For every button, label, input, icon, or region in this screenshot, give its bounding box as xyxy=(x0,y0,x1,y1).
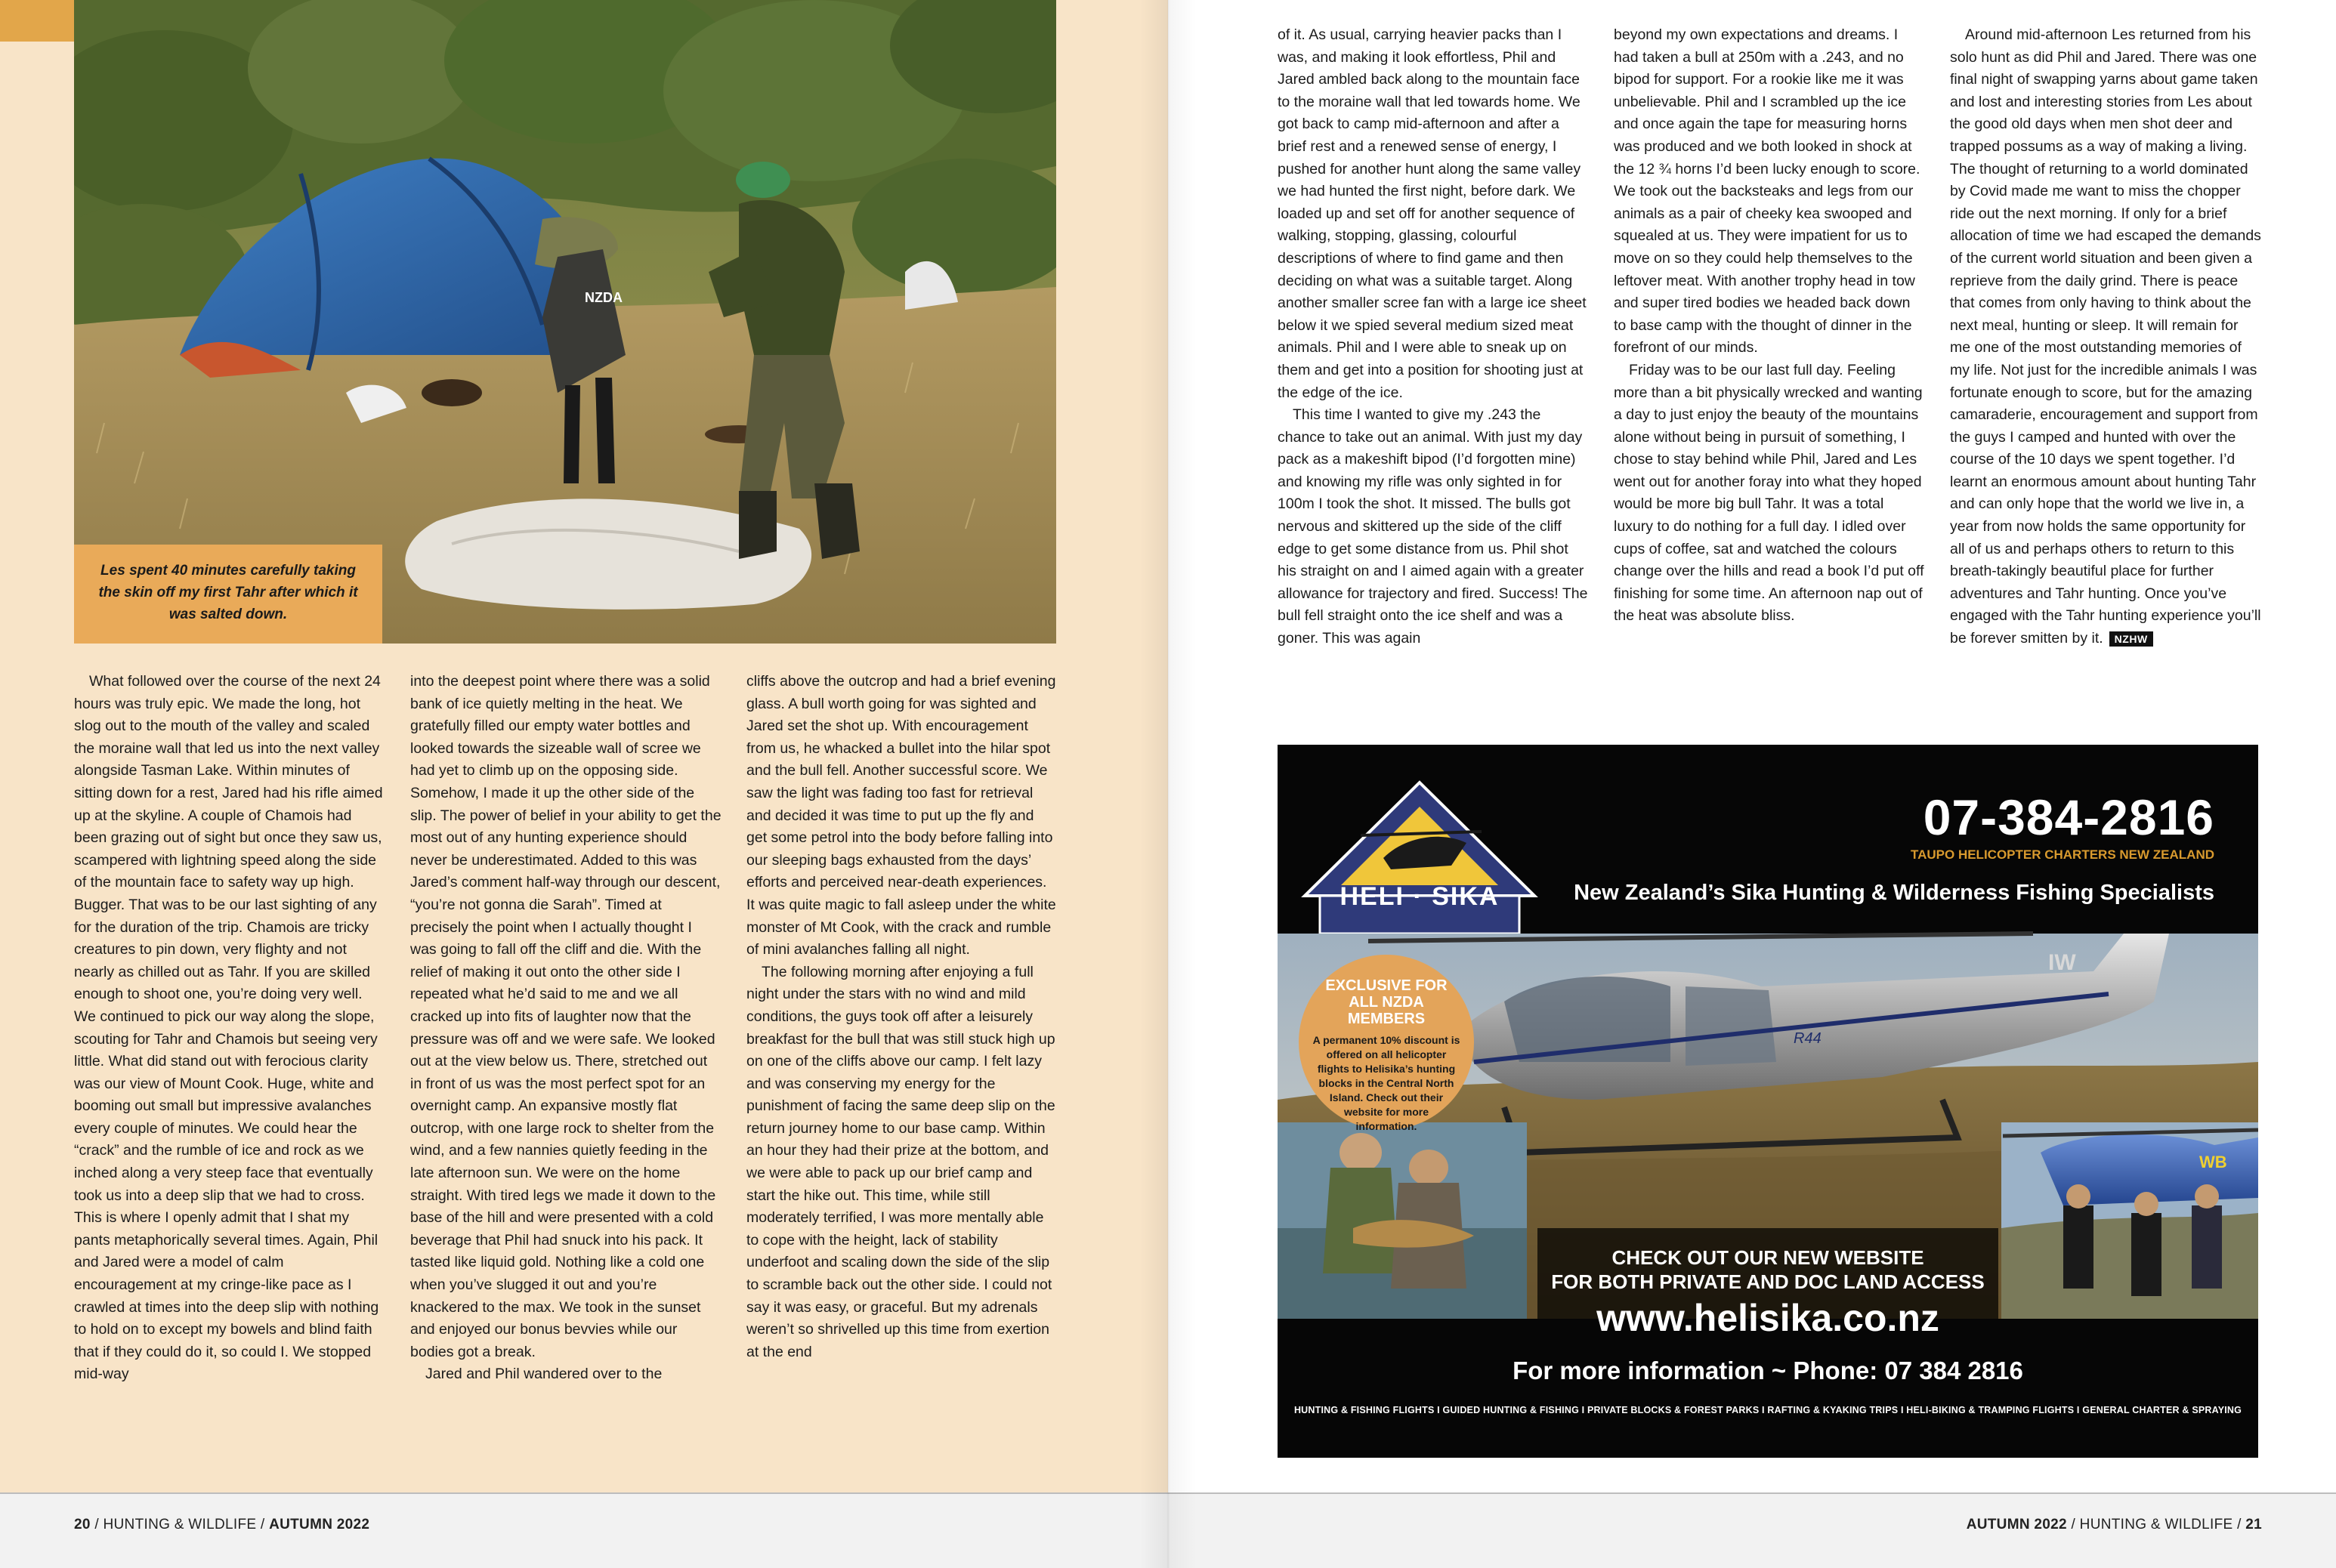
paragraph: This time I wanted to give my .243 the chance to take out an animal. With just my day pack as a makeshift bipod (I’d forgotten mine) and knowing my rifle was only sighted in for 100m I took the shot. It missed. The bulls got nervous and skittered up the side of the cliff edge to get some distance from us. Phil shot his straight on and I aimed again with a greater allowance for trajectory and fired. Success! The bull fell straight onto the ice shelf and was a goner. This was again xyxy=(1278,406,1588,647)
right-column-3 xyxy=(1950,24,2261,650)
shirt-logo-text: NZDA xyxy=(585,290,623,305)
tab-accent xyxy=(0,0,76,42)
paragraph: Friday was to be our last full day. Feeling more than a bit physically wrecked and wanting a day to just enjoy the beauty of the mountains alone without being in pursuit of something, I chose to stay behind while Phil, Jared and Les went out for another foray into what they hoped would be more big bull Tahr. It was a total luxury to do nothing for a full day. I idled over cups of coffee, sat and watched the colours change over the hills and read a book I’d put off finishing for some time. An afternoon nap out of the heat was absolute bliss. xyxy=(1614,361,1924,625)
right-folio xyxy=(1967,1517,2262,1533)
paragraph: of it. As usual, carrying heavier packs than I was, and making it look effortless, Phil and Jared ambled back along to the mountain face to the moraine wall that led towards home. We got back to camp mid-afternoon and after a brief rest and a renewed sense of energy, I pushed for another hunt along the same valley we had hunted the first night, before dark. We loaded up and set off for another sequence of walking, stopping, glassing, colourful descriptions of where to find game and then deciding on what was a suitable target. Along another smaller scree fan with a large ice sheet below it we spied several medium sized meat animals. Phil and I were able to sneak up on them and get into a position for shooting just at the edge of the ice. xyxy=(1278,26,1587,401)
paragraph xyxy=(1950,24,2261,650)
paragraph: into the deepest point where there was a solid bank of ice quietly melting in the heat. We gratefully filled our empty water bottles and looked towards the sizeable wall of scree we had yet to climb up on the opposing side. Somehow, I made it up the other side of the slip. The power of belief in your ability to get the most out of any hunting experience should never be underestimated. Added to this was Jared’s comment half-way through our descent, “you’re not gonna die Sarah”. Timed at precisely the point when I actually thought I was going to fall off the cliff and die. With the relief of making it out onto the other side I repeated what he’d said to me and we all cracked up into fits of laughter now that the pressure was off and we were safe. We looked out at the view below us. There, stretched out in front of us was the most perfect spot for an overnight camp. An expansive mostly flat outcrop, with one large rock to shelter from the wind, and a few nannies quietly feeding in the late afternoon sun. We were on the home straight. With tired legs we made it down to the base of the hill and were presented with a cold beverage that Phil had snuck into his pack. It tasted like liquid gold. Nothing like a cold one when you’ve slugged it out and you’re knackered to the max. We took in the sunset and enjoyed our bonus bevvies while our bodies got a break. xyxy=(410,673,722,1360)
paragraph: cliffs above the outcrop and had a brief evening glass. A bull worth going for was sighted and Jared set the shot up. With encouragement from us, he whacked a bullet into the hilar spot and the bull fell. Another successful score. We saw the light was fading too fast for retrieval and decided it was time to put up the fly and get some petrol into the body before falling into our sleeping bags exhausted from the days’ efforts and perceived near-death experiences. It was quite magic to fall asleep under the white monster of Mt Cook, with the crack and rumble of mini avalanches falling all night. xyxy=(746,673,1056,958)
advert-services: HUNTING & FISHING FLIGHTS I GUIDED HUNTING & FISHING I PRIVATE BLOCKS & FOREST PARKS I RAFTING & KYAKING TRIPS I HELI-BIKING & TRAMPING FLIGHTS I GENERAL CHARTER & SPRAYING xyxy=(1293,1405,2242,1415)
right-column-2 xyxy=(1614,24,1925,628)
paragraph: Jared and Phil wandered over to the xyxy=(425,1366,663,1383)
advert-company: TAUPO HELICOPTER CHARTERS NEW ZEALAND xyxy=(1910,847,2214,862)
right-column-1 xyxy=(1278,24,1589,650)
advert-phone[interactable]: 07-384-2816 xyxy=(1923,789,2214,845)
advert-tagline: New Zealand’s Sika Hunting & Wilderness Fishing Specialists xyxy=(1574,881,2214,905)
badge-body: A permanent 10% discount is offered on all helicopter flights to Helisika’s hunting blocks in the Central North Island. Check out their website for more information. xyxy=(1312,1034,1460,1132)
paragraph: What followed over the course of the next 24 hours was truly epic. We made the long, hot slog out to the mouth of the valley and scaled the moraine wall that led us into the next valley alongside Tasman Lake. Within minutes of sitting down for a rest, Jared had his rifle aimed up at the skyline. A couple of Chamois had been grazing out of sight but once they saw us, scampered with lightning speed along the side of the mountain face to safety way up high. Bugger. That was to be our last sighting of any for the duration of the trip. Chamois are tricky creatures to pin down, very flighty and not nearly as chilled out as Tahr. If you are skilled enough to shoot one, you’re doing very well. We continued to pick our way along the slope, scouting for Tahr and Chamois but seeing very little. What did stand out with ferocious clarity was our view of Mount Cook. Huge, white and booming out small but impressive avalanches every couple of minutes. We could hear the “crack” and the rumble of ice and rock as we inched along a very steep face that eventually took us into a deep slip that we had to cross. This is where I openly admit that I shat my pants metaphorically several times. Again, Phil and Jared were a model of calm encouragement at my cringe-like pace as I crawled at times into the deep slip with nothing to hold on to except my bowels and blind faith that if they could do it, so could I. We stopped mid-way xyxy=(74,673,383,1383)
folio-separator: / xyxy=(2237,1517,2242,1533)
folio-separator: / xyxy=(2071,1517,2076,1533)
left-column-2 xyxy=(410,671,722,1386)
heli2-code: WB xyxy=(2199,1153,2227,1171)
paragraph: beyond my own expectations and dreams. I had taken a bull at 250m with a .243, and no bipod for support. For a rookie like me it was unbelievable. Phil and I scrambled up the ice and once again the tape for measuring horns was produced and we both looked in shock at the 12 ¾ horns I’d been lucky enough to score. We took out the backsteaks and legs from our animals as a pair of cheeky kea swooped and squealed at us. They were impatient for us to move on so they could help themselves to the leftover meat. With another trophy head in tow and super tired bodies we headed back down to base camp with the thought of dinner in the forefront of our minds. xyxy=(1614,26,1920,357)
issue-name: AUTUMN 2022 xyxy=(269,1517,370,1533)
heli-tail-code: IW xyxy=(2048,950,2076,975)
nzda-discount-badge xyxy=(1299,955,1474,1130)
heli-body-code: R44 xyxy=(1794,1030,1822,1047)
magazine-name: HUNTING & WILDLIFE xyxy=(2079,1517,2233,1533)
advert-check-line-1: CHECK OUT OUR NEW WEBSITE xyxy=(1611,1246,1924,1269)
issue-name: AUTUMN 2022 xyxy=(1966,1517,2067,1533)
magazine-name: HUNTING & WILDLIFE xyxy=(103,1517,257,1533)
left-column-3 xyxy=(746,671,1058,1363)
page-number: 21 xyxy=(2245,1517,2262,1533)
page-number: 20 xyxy=(74,1517,91,1533)
left-folio xyxy=(74,1517,369,1533)
end-mark: NZHW xyxy=(2109,631,2153,647)
photo-caption-text: Les spent 40 minutes carefully taking the skin off my first Tahr after which it was salted down. xyxy=(98,563,358,622)
left-column-1 xyxy=(74,671,385,1386)
helisika-logo-text: HELI · SIKA xyxy=(1339,882,1500,911)
photo-caption xyxy=(74,545,382,644)
folio-separator: / xyxy=(260,1517,265,1533)
folio-separator: / xyxy=(94,1517,99,1533)
advert-check-line-2: FOR BOTH PRIVATE AND DOC LAND ACCESS xyxy=(1551,1270,1985,1293)
helisika-advert[interactable] xyxy=(1278,745,2258,1458)
advert-info-phone: For more information ~ Phone: 07 384 2816 xyxy=(1513,1357,2023,1384)
paragraph-text: Around mid-afternoon Les returned from his solo hunt as did Phil and Jared. There was one final night of swapping yarns about game taken and lost and interesting stories from Les about the good old days when men shot deer and trapped possums as a way of making a living. The thought of returning to a world dominated by Covid made me want to miss the chopper ride out the next morning. If only for a brief allocation of time we had escaped the demands of the current world situation and been given a reprieve from the daily grind. There is peace that comes from only having to think about the next meal, hunting or sleep. It will remain for me one of the most outstanding memories of my life. Not just for the incredible animals I was fortunate enough to score, but for the amazing camaraderie, encouragement and support from the guys I camped and hunted with over the course of the 10 days we spent together. I’d learnt an enormous amount about hunting Tahr and can only hope that the world we live in, a year from now holds the same opportunity for all of us and perhaps others to return to this breath-takingly beautiful place for further adventures and Tahr hunting. Once you’ve engaged with the Tahr hunting experience you’ll be forever smitten by it. xyxy=(1950,26,2261,647)
badge-title: EXCLUSIVE FOR ALL NZDA MEMBERS xyxy=(1325,977,1448,1027)
advert-website-link[interactable]: www.helisika.co.nz xyxy=(1596,1297,1939,1339)
paragraph: The following morning after enjoying a full night under the stars with no wind and mild conditions, the guys took off after a leisurely breakfast for the bull that was still stuck high up on one of the cliffs above our camp. I felt lazy and was conserving my energy for the punishment of facing the same deep slip on the return journey home to our base camp. Within an hour they had their prize at the bottom, and we were able to pack up our brief camp and start the hike out. This time, while still moderately terrified, I was more mentally able to cope with the height, lack of stability underfoot and scaling down the side of the slip to scramble back out the other side. I could not say it was easy, or graceful. But my adrenals weren’t so shrivelled up this time from exertion at the end xyxy=(746,963,1055,1360)
